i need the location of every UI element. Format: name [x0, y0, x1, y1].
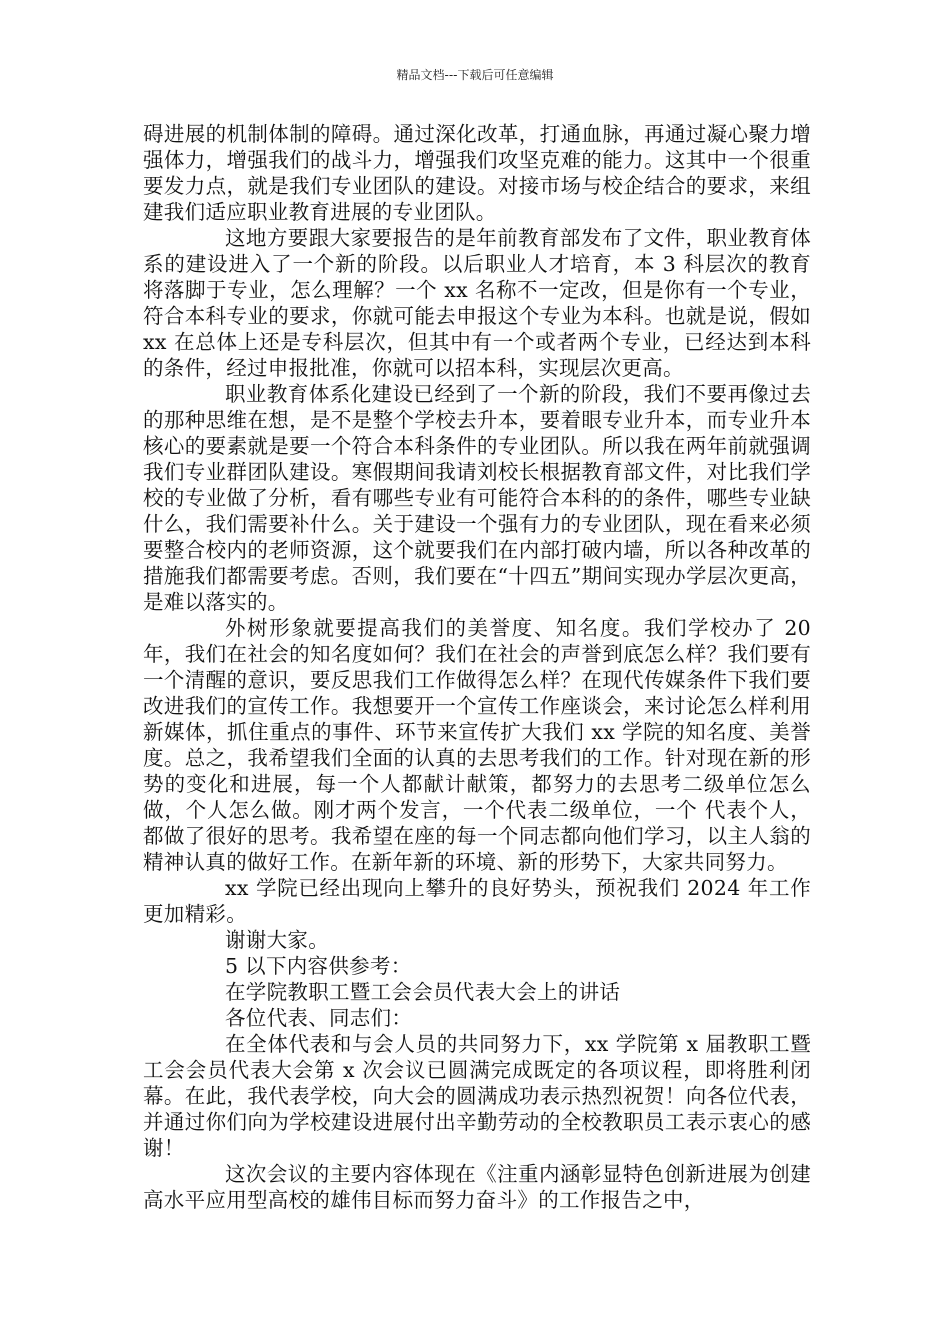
paragraph-6: 在全体代表和与会人员的共同努力下，xx 学院第 x 届教职工暨工会会员代表大会第 x 次会议已圆满完成既定的各项议程，即将胜利闭幕。在此，我代表学校，向大会的圆满成功表示热烈祝贺！向各位代表，并通过你们向为学校建设进展付出辛勤劳动的全校教职员工表示衷心的感谢！	[143, 1032, 811, 1160]
paragraph-7: 这次会议的主要内容体现在《注重内涵彰显特色创新进展为创建高水平应用型高校的雄伟目标而努力奋斗》的工作报告之中，	[143, 1162, 811, 1212]
paragraph-4: 外树形象就要提高我们的美誉度、知名度。我们学校办了 20 年，我们在社会的知名度如何？我们在社会的声誉到底怎么样？我们要有一个清醒的意识，要反思我们工作做得怎么样？在现代传媒条件下我们要改进我们的宣传工作。我想要开一个宣传工作座谈会，来讨论怎么样利用新媒体，抓住重点的事件、环节来宣传扩大我们 xx 学院的知名度、美誉度。总之，我希望我们全面的认真的去思考我们的工作。针对现在新的形势的变化和进展，每一个人都献计献策，都努力的去思考二级单位怎么做，个人怎么做。刚才两个发言，一个代表二级单位，一个 代表个人，都做了很好的思考。我希望在座的每一个同志都向他们学习，以主人翁的精神认真的做好工作。在新年新的环境、新的形势下，大家共同努力。	[143, 616, 811, 874]
speech-title: 在学院教职工暨工会会员代表大会上的讲话	[225, 980, 621, 1004]
document-body	[143, 121, 811, 1213]
paragraph-thanks: 谢谢大家。	[225, 928, 329, 952]
paragraph-5: xx 学院已经出现向上攀升的良好势头，预祝我们 2024 年工作更加精彩。	[143, 876, 811, 926]
paragraph-3: 职业教育体系化建设已经到了一个新的阶段，我们不要再像过去的那种思维在想，是不是整个学校去升本，要着眼专业升本，而专业升本核心的要素就是要一个符合本科条件的专业团队。所以我在两年前就强调我们专业群团队建设。寒假期间我请刘校长根据教育部文件，对比我们学校的专业做了分析，看有哪些专业有可能符合本科的的条件，哪些专业缺什么，我们需要补什么。关于建设一个强有力的专业团队，现在看来必须要整合校内的老师资源，这个就要我们在内部打破内墙，所以各种改革的措施我们都需要考虑。否则，我们要在“十四五”期间实现办学层次更高，是难以落实的。	[143, 382, 811, 614]
salutation: 各位代表、同志们：	[225, 1006, 413, 1030]
paragraph-2: 这地方要跟大家要报告的是年前教育部发布了文件，职业教育体系的建设进入了一个新的阶段。以后职业人才培育，本 3 科层次的教育将落脚于专业，怎么理解？一个 xx 名称不一定改，但是你有一个专业，符合本科专业的要求，你就可能去申报这个专业为本科。也就是说，假如 xx 在总体上还是专科层次，但其中有一个或者两个专业，已经达到本科的条件，经过申报批准，你就可以招本科，实现层次更高。	[143, 226, 811, 380]
paragraph-1: 碍进展的机制体制的障碍。通过深化改革，打通血脉，再通过凝心聚力增强体力，增强我们的战斗力，增强我们攻坚克难的能力。这其中一个很重要发力点，就是我们专业团队的建设。对接市场与校企结合的要求，来组建我们适应职业教育进展的专业团队。	[143, 122, 811, 224]
page-header: 精品文档---下载后可任意编辑	[396, 68, 554, 82]
paragraph-reference-note: 5 以下内容供参考：	[225, 954, 412, 978]
